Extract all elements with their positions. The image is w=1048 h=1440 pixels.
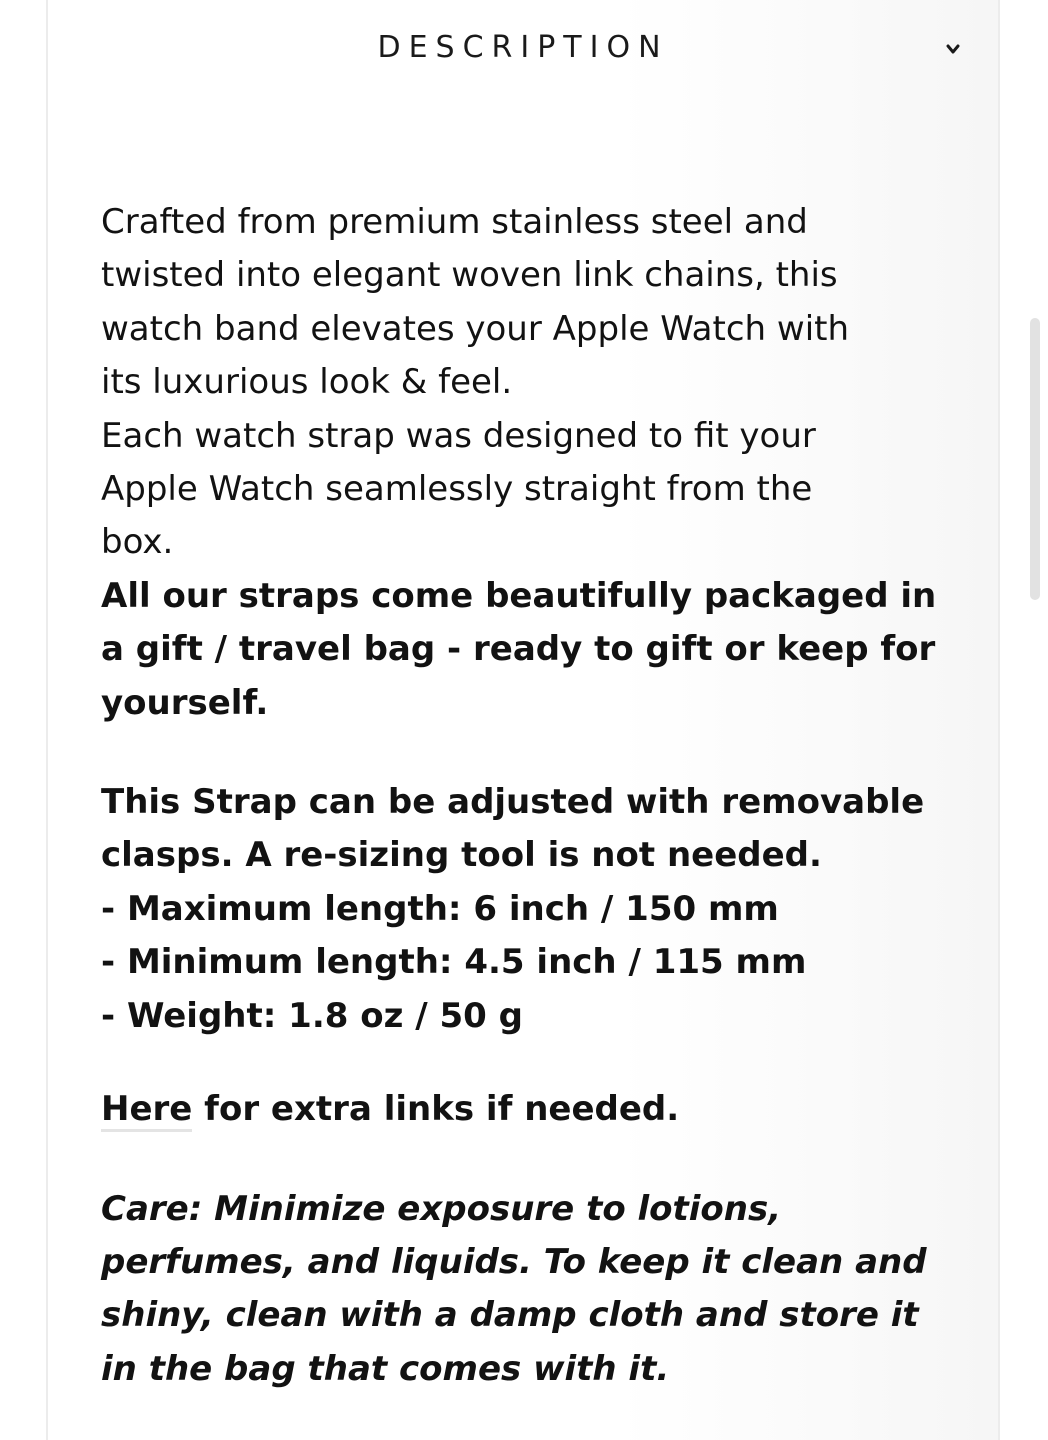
text-line: Each watch strap was designed to fit your [101,415,816,456]
text-line: clasps. A re-sizing tool is not needed. [101,835,822,876]
packaging-paragraph [101,570,961,730]
chevron-down-icon [944,40,962,58]
description-content [101,196,961,1396]
text-line: its luxurious look & feel. [101,362,513,403]
spacer [101,1137,961,1183]
spec-min-length: - Minimum length: 4.5 inch / 115 mm [101,942,807,983]
extra-links-text: for extra links if needed. [192,1089,680,1130]
care-paragraph [101,1183,961,1397]
spacer [101,1043,961,1083]
spacer [101,730,961,776]
text-line: a gift / travel bag - ready to gift or keep for [101,629,936,670]
text-line: Crafted from premium stainless steel and [101,202,808,242]
description-paragraph [101,196,961,570]
extra-links-paragraph [101,1083,961,1136]
text-line: This Strap can be adjusted with removable [101,782,925,823]
spec-max-length: - Maximum length: 6 inch / 150 mm [101,888,779,929]
text-line: Apple Watch seamlessly straight from the [101,469,813,510]
text-line: twisted into elegant woven link chains, this [101,255,838,296]
text-line: shiny, clean with a damp cloth and store it [101,1295,919,1336]
extra-links-link[interactable]: Here [101,1089,192,1132]
description-accordion-toggle[interactable] [48,18,998,82]
text-line: All our straps come beautifully packaged in [101,575,937,616]
text-line: Care: Minimize exposure to lotions, [101,1188,782,1229]
text-line: perfumes, and liquids. To keep it clean and [101,1241,927,1282]
scrollbar-thumb[interactable] [1030,318,1040,600]
text-line: in the bag that comes with it. [101,1348,670,1389]
text-line: yourself. [101,682,269,723]
spec-weight: - Weight: 1.8 oz / 50 g [101,995,523,1036]
text-line: watch band elevates your Apple Watch with [101,308,850,349]
text-line: box. [101,522,174,563]
sizing-paragraph [101,776,961,1043]
accordion-title: DESCRIPTION [377,30,669,65]
